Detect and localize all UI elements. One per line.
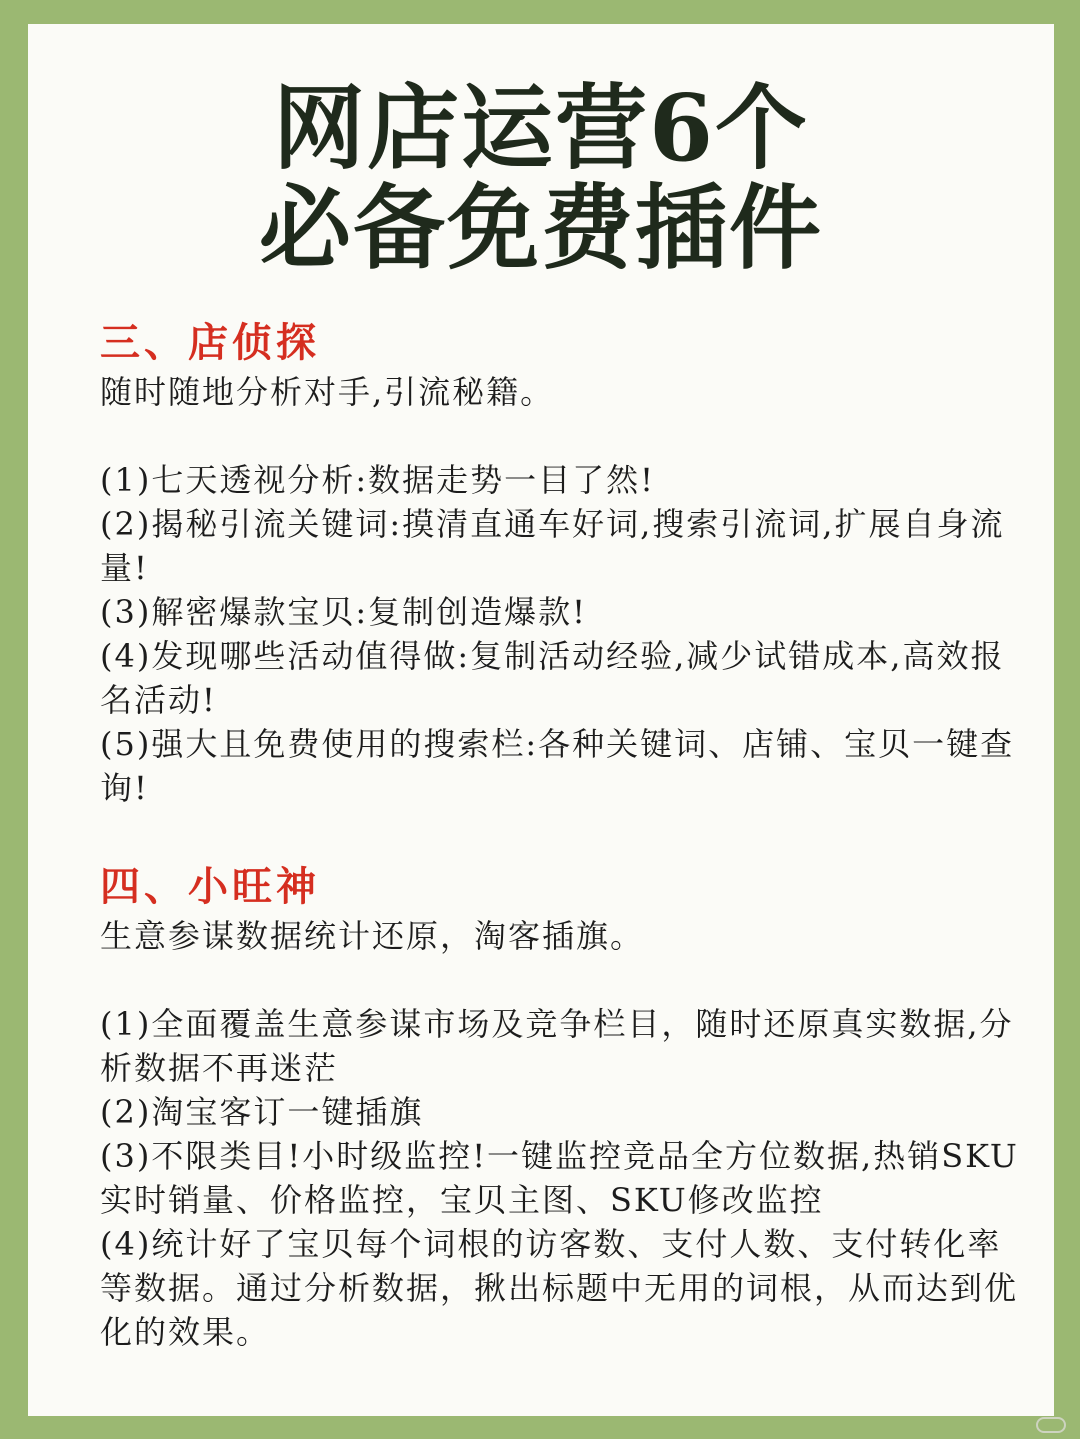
page-title-line-1: 网店运营6个: [272, 74, 809, 182]
feature-item: (2)淘宝客订一键插旗: [100, 1093, 424, 1131]
section-subtitle: 生意参谋数据统计还原，淘客插旗。: [100, 917, 645, 955]
feature-item: (4)统计好了宝贝每个词根的访客数、支付人数、支付转化率等数据。通过分析数据，揪出标题中无用的词根，从而达到优化的效果。: [100, 1225, 1019, 1351]
feature-item: (4)发现哪些活动值得做:复制活动经验,减少试错成本,高效报名活动!: [100, 637, 1005, 719]
section-xiao-wangshen: [100, 864, 1020, 1354]
feature-item: (3)不限类目!小时级监控!一键监控竞品全方位数据,热销SKU实时销量、价格监控，宝贝主图、SKU修改监控: [100, 1137, 1019, 1219]
section-dian-zhentan: [100, 320, 1020, 810]
feature-list: [100, 1002, 1020, 1354]
section-heading: 四、小旺神: [100, 863, 320, 910]
feature-item: (5)强大且免费使用的搜索栏:各种关键词、店铺、宝贝一键查询!: [100, 725, 1015, 807]
section-subtitle: 随时随地分析对手,引流秘籍。: [100, 373, 555, 411]
feature-item: (3)解密爆款宝贝:复制创造爆款!: [100, 593, 587, 631]
section-heading: 三、店侦探: [100, 319, 320, 366]
watermark-icon: [1036, 1417, 1066, 1433]
feature-item: (1)七天透视分析:数据走势一目了然!: [100, 461, 655, 499]
page-title-line-2: 必备免费插件: [258, 174, 823, 282]
feature-item: (1)全面覆盖生意参谋市场及竞争栏目，随时还原真实数据,分析数据不再迷茫: [100, 1005, 1014, 1087]
content-card: [28, 24, 1054, 1416]
feature-item: (2)揭秘引流关键词:摸清直通车好词,搜索引流词,扩展自身流量!: [100, 505, 1005, 587]
feature-list: [100, 458, 1020, 810]
